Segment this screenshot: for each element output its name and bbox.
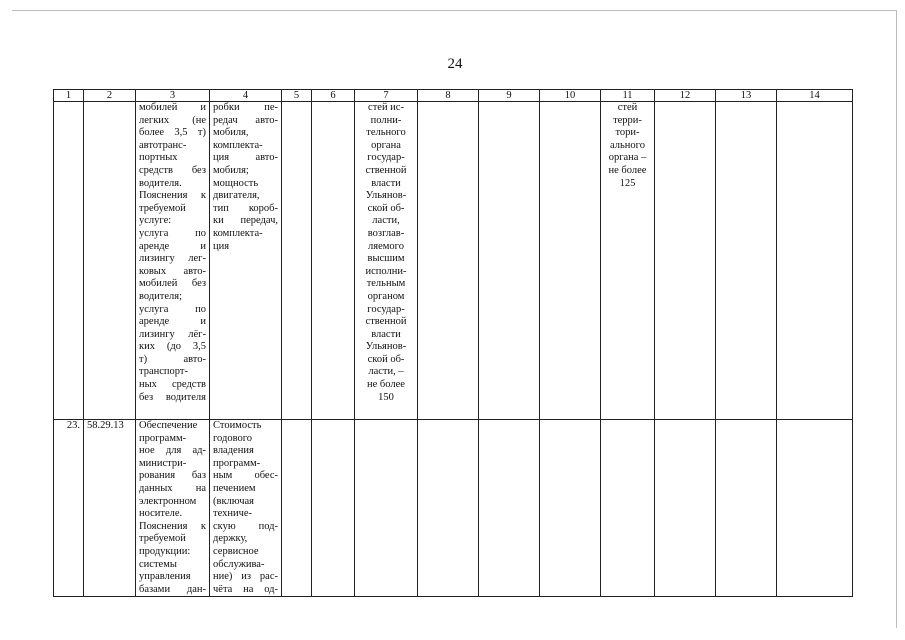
empty-cell xyxy=(716,102,777,420)
cell-line: обслужива- xyxy=(213,558,265,570)
column-header: 7 xyxy=(355,90,418,102)
cell-line: управления xyxy=(139,571,191,583)
cell-line: Ульянов- xyxy=(365,341,407,353)
cell-line: лизингу лёг- xyxy=(139,328,206,340)
cell-line: рования баз xyxy=(139,470,206,482)
cell-line: государ- xyxy=(367,152,405,164)
cell-line: власти xyxy=(371,328,401,340)
cell-line: автотранс- xyxy=(139,139,187,151)
cell-line: ция авто- xyxy=(213,152,278,164)
cell-line: электронном xyxy=(139,495,197,507)
cell-line: Обеспечение xyxy=(139,420,198,431)
cell-line: исполни- xyxy=(365,265,407,277)
cell-line: органом xyxy=(367,290,405,302)
empty-cell xyxy=(282,102,312,420)
cell-line: водителя; xyxy=(139,290,183,302)
cell-line: стей xyxy=(617,102,638,113)
cell-line: тельным xyxy=(366,278,406,290)
cell-line: робки пе- xyxy=(213,102,278,113)
cell-line: мобилей и xyxy=(139,102,206,113)
cell-line: системы xyxy=(139,558,177,570)
cell-line: программ- xyxy=(139,432,187,444)
cell-line: комплекта- xyxy=(213,227,263,239)
cell-line: 125 xyxy=(619,177,636,189)
cell-line: редач авто- xyxy=(213,114,278,126)
cell-line: возглав- xyxy=(367,227,405,239)
column-header: 2 xyxy=(84,90,136,102)
column-header: 11 xyxy=(601,90,655,102)
cell-line: стей ис- xyxy=(368,102,404,113)
cell-line: годового xyxy=(213,432,253,444)
column-header: 6 xyxy=(312,90,355,102)
cell-line: государ- xyxy=(367,303,405,315)
column-header: 1 xyxy=(54,90,84,102)
cell-line: владения xyxy=(213,445,254,457)
column-header: 13 xyxy=(716,90,777,102)
cell-line: ние) из рас- xyxy=(213,571,278,583)
cell-line: услуга по xyxy=(139,227,206,239)
cell-line: печением xyxy=(213,482,256,494)
cell-line: министри- xyxy=(139,457,187,469)
column-header: 4 xyxy=(210,90,282,102)
empty-cell xyxy=(716,420,777,597)
cell-line: легких (не xyxy=(139,114,206,126)
cell-line: тельного xyxy=(366,127,406,139)
cell-line: не более xyxy=(367,379,405,391)
cell-line: ное для ад- xyxy=(139,445,206,457)
empty-cell xyxy=(540,420,601,597)
empty-cell xyxy=(777,102,853,420)
cell-line: требуемой xyxy=(139,533,186,545)
table-row xyxy=(54,420,853,597)
cell-line: ки передач, xyxy=(213,215,278,227)
cell-line: высшим xyxy=(367,253,405,265)
cell-line: ального xyxy=(610,139,645,151)
column-header: 8 xyxy=(418,90,479,102)
cell-line: портных xyxy=(139,152,178,164)
cell-line: водителя. xyxy=(139,177,182,189)
cell-line: мобиля, xyxy=(213,127,249,139)
scan-border-top xyxy=(12,10,897,11)
cell-line: ственной xyxy=(365,316,407,328)
cell-line: органа – xyxy=(608,152,647,164)
row-number: 23. xyxy=(54,420,84,597)
cell-line: мощность xyxy=(213,177,259,189)
table-row xyxy=(54,102,853,420)
column-header: 10 xyxy=(540,90,601,102)
specification-table xyxy=(53,89,853,597)
empty-cell xyxy=(479,420,540,597)
okpd-code xyxy=(84,102,136,420)
cell-line: мобиля; xyxy=(213,164,249,176)
value-column-11 xyxy=(601,420,655,597)
column-header: 3 xyxy=(136,90,210,102)
cell-line: аренде и xyxy=(139,240,206,252)
cell-line: (включая xyxy=(213,495,255,507)
cell-line: без водителя xyxy=(139,391,206,403)
cell-line: полни- xyxy=(370,114,402,126)
cell-line: ласти, xyxy=(372,215,400,227)
empty-cell xyxy=(655,102,716,420)
cell-line: 150 xyxy=(378,391,394,403)
cell-line: органа xyxy=(371,139,401,151)
cell-line: ляемого xyxy=(368,240,404,252)
cell-line: Стоимость xyxy=(213,420,262,431)
cell-line: базами дан- xyxy=(139,583,206,595)
cell-line: лизингу лег- xyxy=(139,253,206,265)
cell-line: услуга по xyxy=(139,303,206,315)
item-description xyxy=(136,102,210,420)
cell-line: ких (до 3,5 xyxy=(139,341,206,353)
cell-line: более 3,5 т) xyxy=(139,127,206,139)
cell-line: тори- xyxy=(615,127,640,139)
characteristics xyxy=(210,102,282,420)
cell-line: ковых авто- xyxy=(139,265,206,277)
column-header: 5 xyxy=(282,90,312,102)
empty-cell xyxy=(540,102,601,420)
cell-line: ным обес- xyxy=(213,470,278,482)
empty-cell xyxy=(655,420,716,597)
column-header: 14 xyxy=(777,90,853,102)
item-description xyxy=(136,420,210,597)
cell-line: данных на xyxy=(139,482,206,494)
cell-line: т) авто- xyxy=(139,353,206,365)
empty-cell xyxy=(418,102,479,420)
page-number: 24 xyxy=(447,56,463,72)
cell-line: скую под- xyxy=(213,520,278,532)
characteristics xyxy=(210,420,282,597)
value-column-7 xyxy=(355,102,418,420)
cell-line: ных средств xyxy=(139,379,206,391)
empty-cell xyxy=(312,420,355,597)
cell-line: чёта на од- xyxy=(213,583,278,595)
cell-line: транспорт- xyxy=(139,366,188,378)
cell-line: носителе. xyxy=(139,508,183,520)
cell-line: держку, xyxy=(213,533,248,545)
row-number xyxy=(54,102,84,420)
empty-cell xyxy=(312,102,355,420)
empty-cell xyxy=(479,102,540,420)
cell-line: Ульянов- xyxy=(365,190,407,202)
cell-line: ция xyxy=(213,240,230,252)
cell-line: ственной xyxy=(365,164,407,176)
cell-line: средств без xyxy=(139,164,206,176)
column-header: 9 xyxy=(479,90,540,102)
value-column-7 xyxy=(355,420,418,597)
cell-line: комплекта- xyxy=(213,139,263,151)
value-column-11 xyxy=(601,102,655,420)
cell-line: власти xyxy=(371,177,401,189)
cell-line: требуемой xyxy=(139,202,186,214)
empty-cell xyxy=(777,420,853,597)
cell-line: ской об- xyxy=(367,202,405,214)
column-header: 12 xyxy=(655,90,716,102)
cell-line: терри- xyxy=(613,114,642,126)
column-number-row xyxy=(54,90,853,102)
cell-line: тип короб- xyxy=(213,202,278,214)
cell-line: ской об- xyxy=(367,353,405,365)
cell-line: продукции: xyxy=(139,545,191,557)
okpd-code: 58.29.13 xyxy=(84,420,136,597)
cell-line: ласти, – xyxy=(368,366,404,378)
cell-line: аренде и xyxy=(139,316,206,328)
cell-line: программ- xyxy=(213,457,261,469)
scan-border-right xyxy=(896,10,897,628)
empty-cell xyxy=(418,420,479,597)
cell-line: техниче- xyxy=(213,508,253,520)
empty-cell xyxy=(282,420,312,597)
cell-line: не более xyxy=(608,164,647,176)
cell-line: сервисное xyxy=(213,545,259,557)
cell-line: Пояснения к xyxy=(139,190,206,202)
cell-line: Пояснения к xyxy=(139,520,206,532)
cell-line: двигателя, xyxy=(213,190,260,202)
cell-line: услуге: xyxy=(139,215,172,227)
cell-line: мобилей без xyxy=(139,278,206,290)
